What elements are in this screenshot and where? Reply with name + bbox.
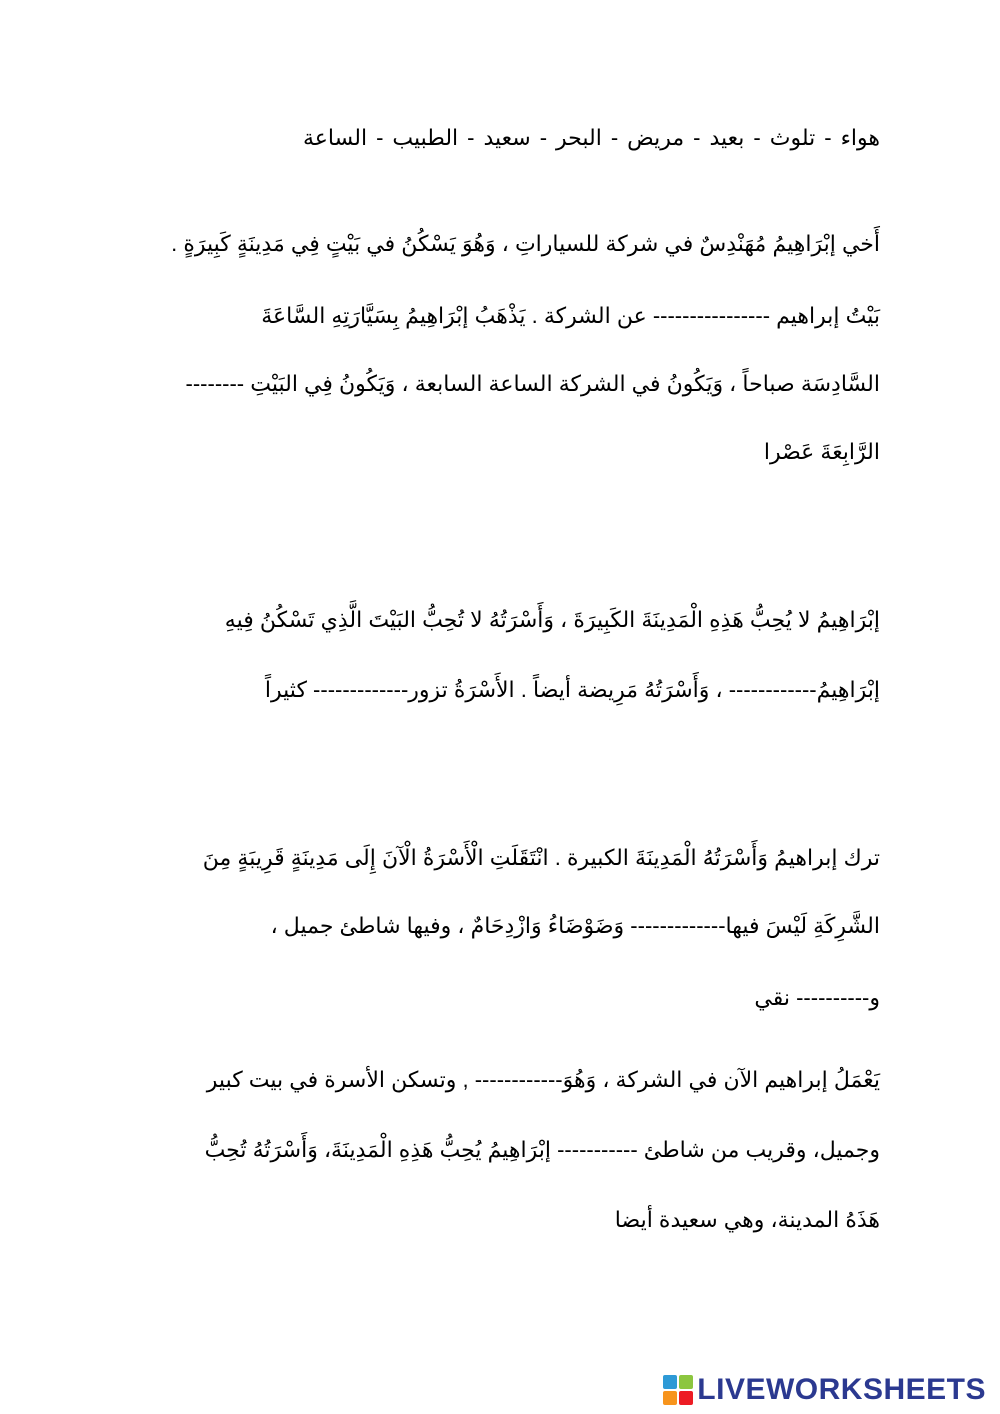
- word-bank-item: مريض: [627, 125, 685, 150]
- passage-line: هَذَهُ المدينة، وهي سعيدة أيضا: [614, 1207, 880, 1232]
- passage-line: إبْرَاهِيمُ------------ ، وَأَسْرَتُهُ مَرِيضة أيضاً . الأَسْرَةُ تزور------------- كثيراً: [264, 677, 880, 702]
- passage-line: بَيْتُ إبراهيم ---------------- عن الشركة . يَذْهَبُ إبْرَاهِيمُ بِسَيَّارَتِهِ السَّاعَةَ: [261, 303, 880, 328]
- passage-line: أَخي إبْرَاهِيمُ مُهَنْدِسٌ في شركة للسياراتِ ، وَهُوَ يَسْكُنُ في بَيْتٍ فِي مَدِينَةٍ كَبِيرَةٍ .: [171, 231, 880, 256]
- liveworksheets-logo-icon: [663, 1375, 693, 1405]
- brand-text: LIVEWORKSHEETS: [697, 1373, 986, 1406]
- word-separator: -: [824, 125, 832, 150]
- word-bank: [303, 122, 880, 154]
- passage-line: يَعْمَلُ إبراهيم الآن في الشركة ، وَهُوَ------------ , وتسكن الأسرة في بيت كبير: [206, 1067, 880, 1092]
- word-separator: -: [539, 125, 548, 150]
- word-separator: -: [467, 125, 475, 150]
- word-bank-item: بعيد: [709, 125, 745, 150]
- word-bank-item: البحر: [556, 125, 602, 150]
- logo-square-blue: [663, 1375, 677, 1389]
- word-bank-item: تلوث: [769, 125, 816, 150]
- passage-line: إبْرَاهِيمُ لا يُحِبُّ هَذِهِ الْمَدِينَةَ الكَبِيرَةَ ، وَأَسْرَتُهُ لا تُحِبُّ البَيْتَ الَّذِي تَسْكُنُ فِيهِ: [224, 607, 880, 632]
- passage-line: ترك إبراهيمُ وَأَسْرَتُهُ الْمَدِينَةَ الكبيرة . انْتَقَلَتِ الْأَسْرَةُ الْآنَ إِلَى مَدِينَةٍ قَرِيبَةٍ مِنَ: [202, 845, 880, 870]
- logo-square-orange: [663, 1391, 677, 1405]
- passage-line: الشَّرِكَةِ لَيْسَ فيها------------- وَضَوْضَاءُ وَازْدِحَامٌ ، وفيها شاطئ جميل ،: [270, 913, 880, 938]
- passage-line: و---------- نقي: [754, 985, 880, 1010]
- passage-line: الرَّابِعَةَ عَصْرا: [763, 439, 880, 464]
- logo-square-green: [679, 1375, 693, 1389]
- word-bank-item: هواء: [840, 125, 880, 150]
- word-separator: -: [693, 125, 701, 150]
- word-bank-item: الطبيب: [392, 125, 459, 150]
- liveworksheets-brand: [663, 1370, 986, 1410]
- passage-line: السَّادِسَة صباحاً ، وَيَكُونُ في الشركة الساعة السابعة ، وَيَكُونُ فِي البَيْتِ --------: [185, 371, 880, 396]
- passage-line: وجميل، وقريب من شاطئ ----------- إبْرَاهِيمُ يُحِبُّ هَذِهِ الْمَدِينَةَ، وَأَسْرَتُهُ تُحِبُّ: [204, 1137, 880, 1162]
- word-bank-item: سعيد: [483, 125, 531, 150]
- word-separator: -: [376, 125, 384, 150]
- logo-square-red: [679, 1391, 693, 1405]
- word-separator: -: [610, 125, 619, 150]
- word-bank-item: الساعة: [302, 125, 368, 150]
- word-separator: -: [753, 125, 761, 150]
